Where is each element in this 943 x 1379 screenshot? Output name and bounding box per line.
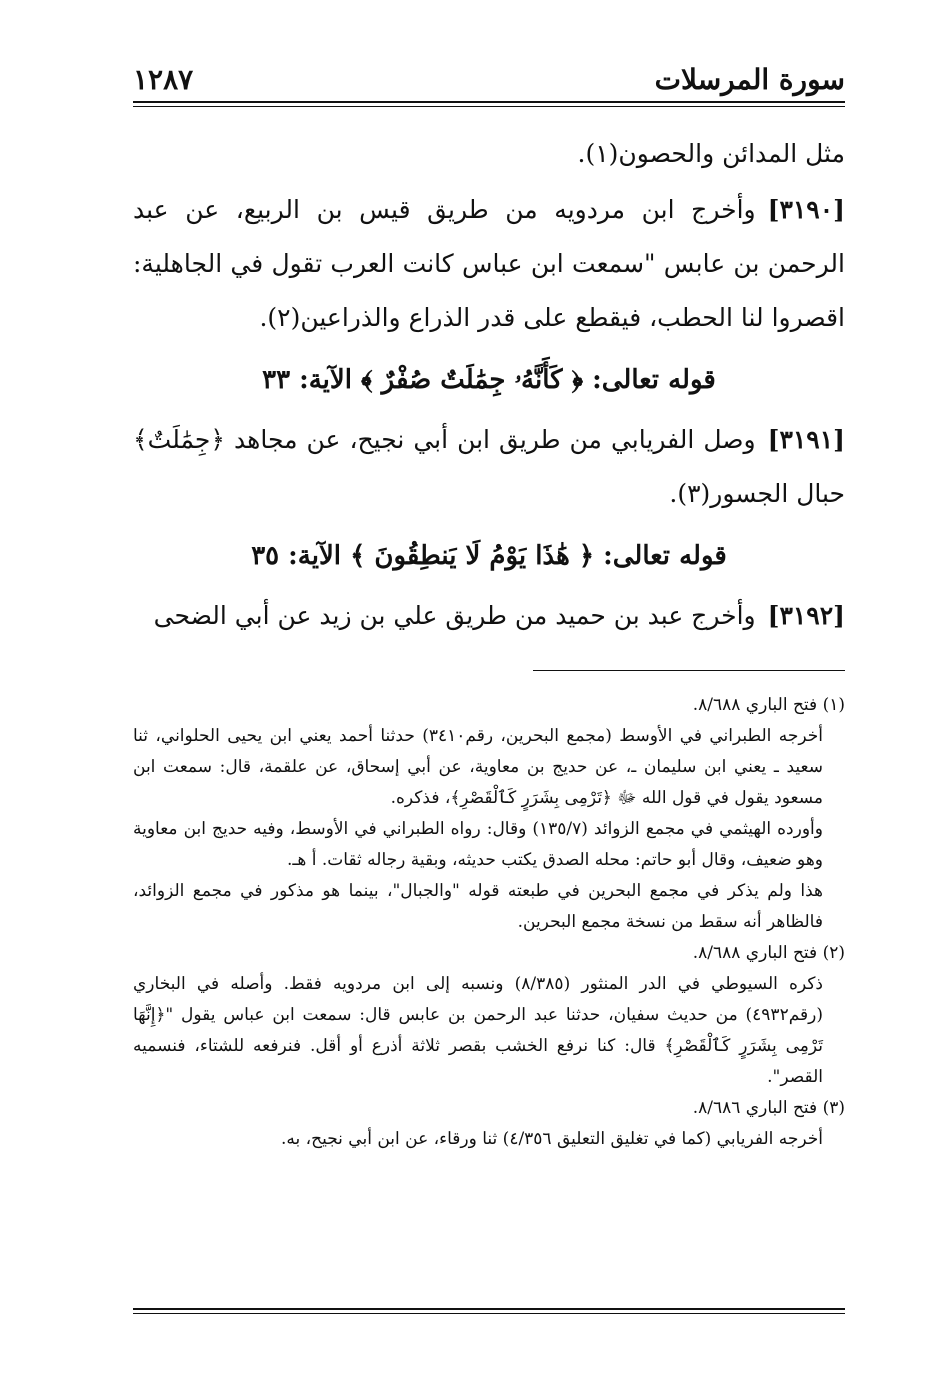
page-number: ١٢٨٧ bbox=[133, 63, 194, 96]
entry-text: وأخرج ابن مردويه من طريق قيس بن الربيع، عن عبد الرحمن بن عابس "سمعت ابن عباس كانت العرب تقول في الجاهلية: اقصروا لنا الحطب، فيقطع على قدر الذراع والذراعين(٢). bbox=[133, 195, 845, 332]
footnote-3-source: (٣) فتح الباري ٨/٦٨٦. bbox=[692, 1098, 845, 1118]
footnote-separator bbox=[533, 670, 845, 671]
entry-text: وصل الفريابي من طريق ابن أبي نجيح، عن مجاهد ﴿جِمَٰلَتٌ﴾ حبال الجسور(٣). bbox=[133, 425, 845, 508]
entry-3190 bbox=[133, 183, 845, 345]
verse-heading-33 bbox=[133, 351, 845, 409]
footnote-1-para: هذا ولم يذكر في مجمع البحرين في طبعته قوله "والجبال"، بينما هو مذكور في مجمع الزوائد، فالظاهر أنه سقط من نسخة مجمع البحرين. bbox=[133, 881, 823, 932]
header-rule-thin bbox=[133, 106, 845, 107]
heading-prefix: قوله تعالى: bbox=[592, 365, 716, 395]
footnotes bbox=[133, 690, 845, 1155]
entry-3191 bbox=[133, 413, 845, 521]
heading-prefix: قوله تعالى: bbox=[603, 541, 727, 571]
heading-verse-number: الآية: ٣٣ bbox=[262, 365, 352, 395]
heading-verse-number: الآية: ٣٥ bbox=[251, 541, 342, 571]
footnote-1-para: أخرجه الطبراني في الأوسط (مجمع البحرين، رقم٣٤١٠) حدثنا أحمد يعني ابن يحيى الحلواني، ثنا سعيد ـ يعني ابن سليمان ـ، عن حديج بن معاوية، عن أبي إسحاق، عن علقمة، قال: سمعت ابن مسعود يقول في قول الله ﷻ ﴿تَرْمِى بِشَرَرٍ كَٱلْقَصْرِ﴾، فذكره. bbox=[133, 726, 823, 808]
footnote-1-para: وأورده الهيثمي في مجمع الزوائد (١٣٥/٧) وقال: رواه الطبراني في الأوسط، وفيه حديج ابن معاوية وهو ضعيف، وقال أبو حاتم: محله الصدق يكتب حديثه، وبقية رجاله ثقات. أ هـ. bbox=[133, 819, 823, 870]
footnote-2-source: (٢) فتح الباري ٨/٦٨٨. bbox=[692, 943, 845, 963]
entry-number: [٣١٩٠] bbox=[767, 195, 845, 224]
footnote-2-para: ذكره السيوطي في الدر المنثور (٨/٣٨٥) ونسبه إلى ابن مردويه فقط. وأصله في البخاري (رقم٤٩٣٢) من حديث سفيان، حدثنا عبد الرحمن بن عابس قال: سمعت ابن عباس يقول "﴿إِنَّهَا تَرْمِى بِشَرَرٍ كَٱلْقَصْرِ﴾ قال: كنا نرفع الخشب بقصر ثلاثة أذرع أو أقل. فنرفعه للشتاء، فنسميه القصر". bbox=[133, 974, 823, 1087]
entry-number: [٣١٩٢] bbox=[767, 601, 845, 630]
entry-3192 bbox=[133, 589, 845, 643]
surah-title: سورة المرسلات bbox=[654, 63, 845, 96]
paragraph-continuation: مثل المدائن والحصون(١). bbox=[577, 139, 845, 168]
footer-rule-thin bbox=[133, 1313, 845, 1314]
quran-verse: ﴿ هَٰذَا يَوْمُ لَا يَنطِقُونَ ﴾ bbox=[350, 541, 595, 571]
entry-text: وأخرج عبد بن حميد من طريق علي بن زيد عن أبي الضحى bbox=[153, 601, 756, 630]
verse-heading-35 bbox=[133, 527, 845, 585]
header-rule-thick bbox=[133, 101, 845, 103]
entry-number: [٣١٩١] bbox=[767, 425, 845, 454]
main-text bbox=[133, 127, 845, 643]
footnote-3-para: أخرجه الفريابي (كما في تغليق التعليق ٤/٣٥٦) ثنا ورقاء، عن ابن أبي نجيح، به. bbox=[280, 1129, 823, 1149]
footnote-1-source: (١) فتح الباري ٨/٦٨٨. bbox=[692, 695, 845, 715]
running-header bbox=[133, 62, 845, 100]
footer-rule-thick bbox=[133, 1308, 845, 1310]
quran-verse: ﴿ كَأَنَّهُۥ جِمَٰلَتٌ صُفْرٌ ﴾ bbox=[361, 365, 584, 395]
